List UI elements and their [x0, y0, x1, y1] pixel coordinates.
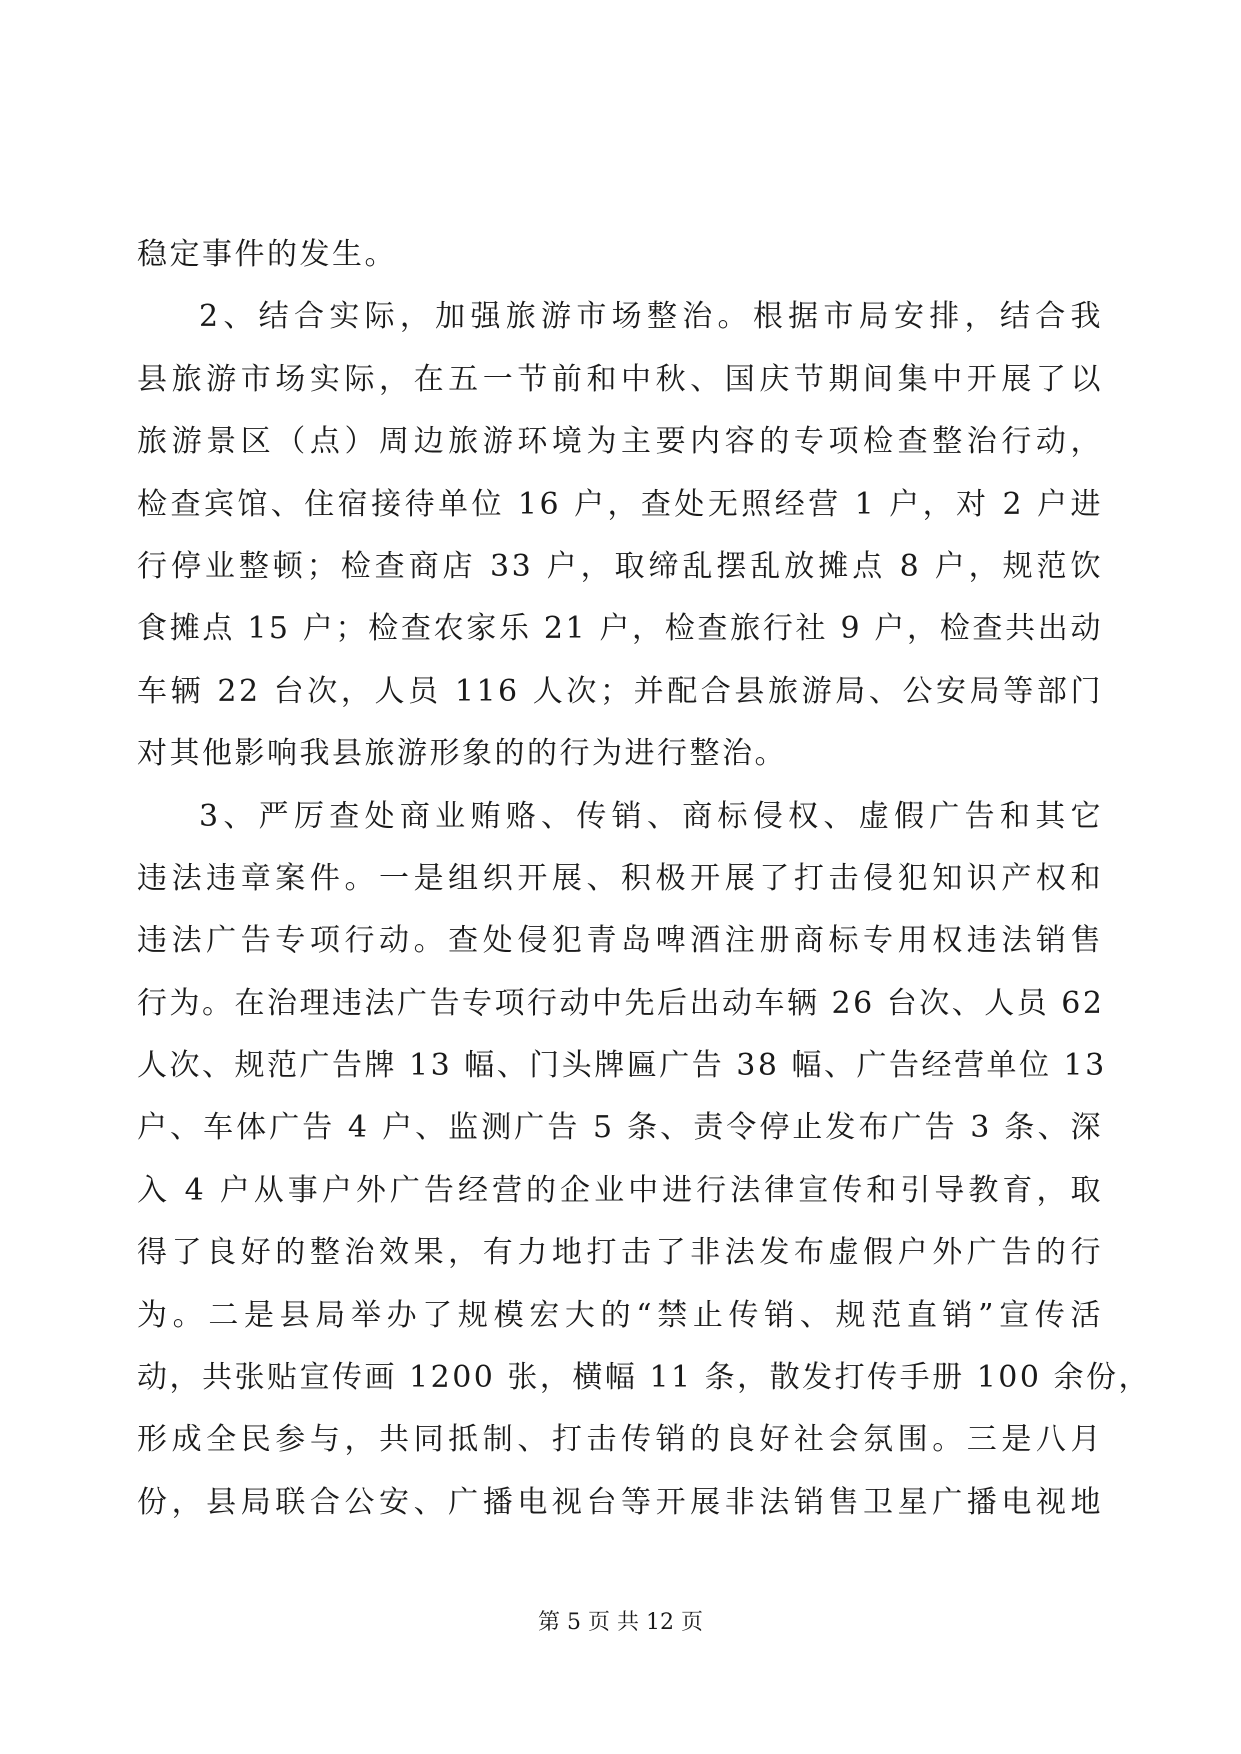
text-line: 食摊点 15 户；检查农家乐 21 户，检查旅行社 9 户，检查共出动 [137, 611, 1103, 647]
text-line: 人次、规范广告牌 13 幅、门头牌匾广告 38 幅、广告经营单位 13 [137, 1048, 1107, 1084]
text-line: 稳定事件的发生。 [137, 237, 397, 272]
text-line: 份，县局联合公安、广播电视台等开展非法销售卫星广播电视地 [137, 1484, 1103, 1520]
document-body [137, 224, 1151, 1534]
text-line: 车辆 22 台次，人员 116 人次；并配合县旅游局、公安局等部门 [137, 673, 1103, 709]
text-line: 得了良好的整治效果，有力地打击了非法发布虚假户外广告的行 [137, 1235, 1103, 1271]
text-line: 检查宾馆、住宿接待单位 16 户，查处无照经营 1 户，对 2 户进 [137, 486, 1103, 522]
text-line: 动，共张贴宣传画 1200 张，横幅 11 条，散发打传手册 100 余份， [137, 1360, 1151, 1396]
text-line: 行停业整顿；检查商店 33 户，取缔乱摆乱放摊点 8 户，规范饮 [137, 548, 1103, 584]
text-line: 违法广告专项行动。查处侵犯青岛啤酒注册商标专用权违法销售 [137, 923, 1103, 959]
text-line: 对其他影响我县旅游形象的的行为进行整治。 [137, 736, 787, 772]
text-line: 户、车体广告 4 户、监测广告 5 条、责令停止发布广告 3 条、深 [137, 1110, 1103, 1146]
text-line: 为。二是县局举办了规模宏大的“禁止传销、规范直销”宣传活 [137, 1297, 1103, 1333]
text-line: 入 4 户从事户外广告经营的企业中进行法律宣传和引导教育，取 [137, 1172, 1103, 1208]
text-line: 形成全民参与，共同抵制、打击传销的良好社会氛围。三是八月 [137, 1422, 1103, 1458]
page-footer: 第 5 页 共 12 页 [538, 1610, 703, 1635]
text-line: 旅游景区（点）周边旅游环境为主要内容的专项检查整治行动， [137, 424, 1103, 460]
text-line: 2、结合实际，加强旅游市场整治。根据市局安排，结合我 [199, 299, 1103, 335]
text-line: 县旅游市场实际，在五一节前和中秋、国庆节期间集中开展了以 [137, 361, 1103, 397]
text-line: 3、严厉查处商业贿赂、传销、商标侵权、虚假广告和其它 [199, 798, 1103, 834]
text-line: 行为。在治理违法广告专项行动中先后出动车辆 26 台次、人员 62 [137, 985, 1105, 1021]
text-line: 违法违章案件。一是组织开展、积极开展了打击侵犯知识产权和 [137, 860, 1103, 896]
